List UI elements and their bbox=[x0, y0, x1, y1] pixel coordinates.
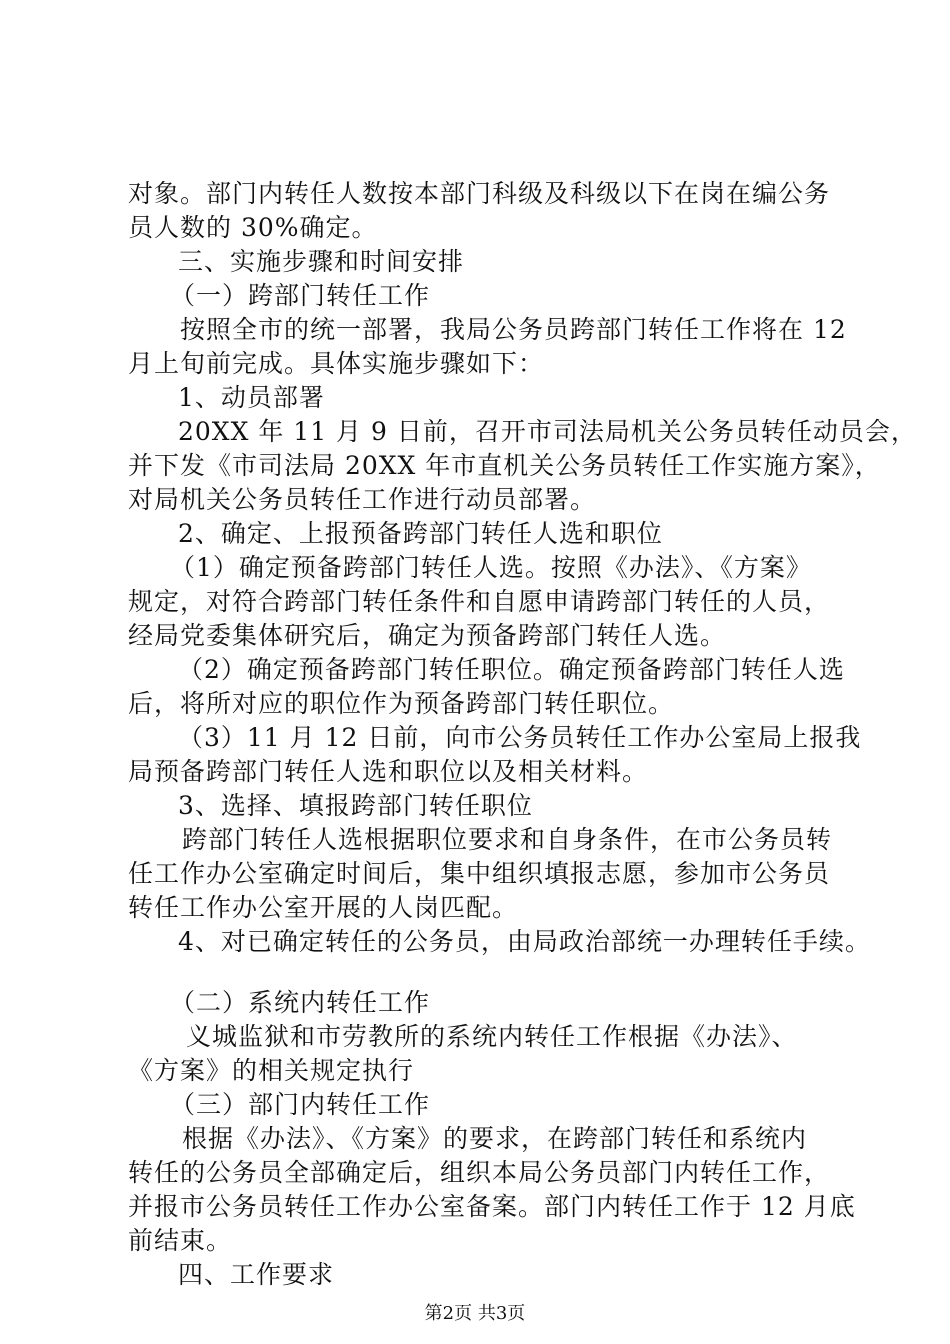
body-line: 跨部门转任人选根据职位要求和自身条件，在市公务员转 bbox=[182, 825, 833, 854]
subsection-heading: （二）系统内转任工作 bbox=[170, 988, 431, 1017]
body-line: 根据《办法》、《方案》的要求，在跨部门转任和系统内 bbox=[182, 1124, 808, 1153]
body-line: 月上旬前完成。具体实施步骤如下： bbox=[128, 349, 545, 378]
step-heading: 3、选择、填报跨部门转任职位 bbox=[178, 791, 533, 820]
body-line: 经局党委集体研究后，确定为预备跨部门转任人选。 bbox=[128, 621, 727, 650]
body-line: 对象。部门内转任人数按本部门科级及科级以下在岗在编公务 bbox=[128, 179, 831, 208]
subsection-heading: （一）跨部门转任工作 bbox=[170, 281, 431, 310]
body-line: 转任的公务员全部确定后，组织本局公务员部门内转任工作， bbox=[128, 1158, 831, 1187]
step-heading: 2、确定、上报预备跨部门转任人选和职位 bbox=[178, 519, 663, 548]
body-line: 后，将所对应的职位作为预备跨部门转任职位。 bbox=[128, 689, 675, 718]
body-line: 规定，对符合跨部门转任条件和自愿申请跨部门转任的人员， bbox=[128, 587, 831, 616]
section-heading: 三、实施步骤和时间安排 bbox=[178, 247, 465, 276]
body-line: 对局机关公务员转任工作进行动员部署。 bbox=[128, 485, 597, 514]
body-line: 并报市公务员转任工作办公室备案。部门内转任工作于 12 月底 bbox=[128, 1192, 856, 1221]
body-line: 并下发《市司法局 20XX 年市直机关公务员转任工作实施方案》， bbox=[128, 451, 881, 480]
page-indicator: 第2页 共3页 bbox=[424, 1303, 526, 1324]
body-line: 义城监狱和市劳教所的系统内转任工作根据《办法》、 bbox=[186, 1022, 798, 1051]
body-line: 局预备跨部门转任人选和职位以及相关材料。 bbox=[128, 757, 649, 786]
body-line: 《方案》的相关规定执行 bbox=[128, 1056, 415, 1085]
subsection-heading: （三）部门内转任工作 bbox=[170, 1090, 431, 1119]
body-line: （3）11 月 12 日前，向市公务员转任工作办公室局上报我 bbox=[178, 723, 862, 752]
body-line: 转任工作办公室开展的人岗匹配。 bbox=[128, 893, 519, 922]
step-heading: 1、动员部署 bbox=[178, 383, 325, 412]
body-line: 按照全市的统一部署，我局公务员跨部门转任工作将在 12 bbox=[180, 315, 847, 344]
body-line: 员人数的 30%确定。 bbox=[128, 213, 378, 242]
body-line: 前结束。 bbox=[128, 1226, 233, 1255]
body-line: （2）确定预备跨部门转任职位。确定预备跨部门转任人选 bbox=[178, 655, 845, 684]
body-line: 4、对已确定转任的公务员，由局政治部统一办理转任手续。 bbox=[178, 927, 871, 956]
body-line: （1）确定预备跨部门转任人选。按照《办法》、《方案》 bbox=[170, 553, 812, 582]
body-line: 任工作办公室确定时间后，集中组织填报志愿，参加市公务员 bbox=[128, 859, 831, 888]
section-heading: 四、工作要求 bbox=[178, 1260, 335, 1289]
body-line: 20XX 年 11 月 9 日前，召开市司法局机关公务员转任动员会， bbox=[178, 417, 917, 446]
